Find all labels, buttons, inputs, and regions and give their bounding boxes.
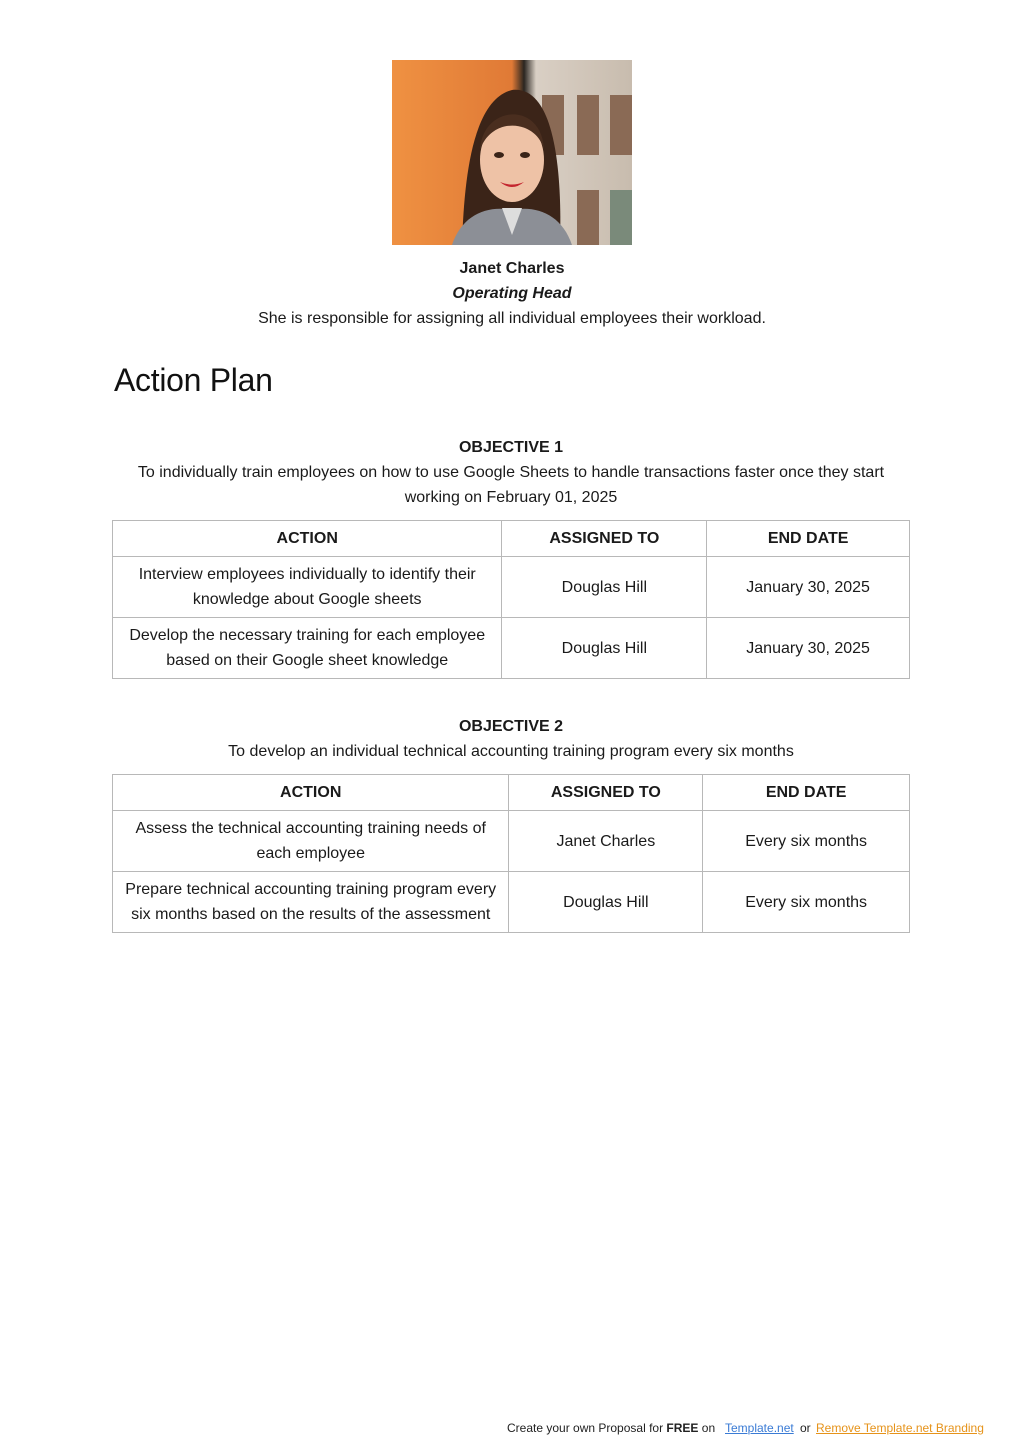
objective-1 [112, 435, 910, 510]
column-header: END DATE [707, 521, 910, 557]
end-date-cell: January 30, 2025 [707, 618, 910, 679]
column-header: ACTION [113, 775, 509, 811]
footer-prefix: Create your own Proposal for [507, 1421, 667, 1435]
profile-description: She is responsible for assigning all individual employees their workload. [258, 310, 766, 327]
end-date-cell: Every six months [703, 872, 910, 933]
table-header-row [113, 775, 910, 811]
assigned-to-cell: Douglas Hill [509, 872, 703, 933]
objective-text: To individually train employees on how to use Google Sheets to handle transactions faster once they start working on February 01, 2025 [137, 464, 885, 506]
action-table-1 [112, 520, 910, 679]
remove-branding-link[interactable]: Remove Template.net Branding [816, 1421, 984, 1435]
assigned-to-cell: Douglas Hill [502, 618, 707, 679]
profile-role: Operating Head [452, 285, 572, 302]
action-cell: Develop the necessary training for each employee based on their Google sheet knowledge [113, 618, 502, 679]
table-row [113, 557, 910, 618]
objective-title: OBJECTIVE 1 [458, 439, 564, 456]
column-header: END DATE [703, 775, 910, 811]
table-row [113, 618, 910, 679]
column-header: ASSIGNED TO [502, 521, 707, 557]
section-title: Action Plan [114, 362, 273, 398]
column-header: ACTION [113, 521, 502, 557]
table-header-row [113, 521, 910, 557]
column-header: ASSIGNED TO [509, 775, 703, 811]
profile-block [112, 256, 912, 331]
action-cell: Assess the technical accounting training needs of each employee [113, 811, 509, 872]
template-net-link[interactable]: Template.net [725, 1421, 794, 1435]
assigned-to-cell: Douglas Hill [502, 557, 707, 618]
objective-text: To develop an individual technical accounting training program every six months [228, 743, 794, 760]
end-date-cell: January 30, 2025 [707, 557, 910, 618]
footer-text [507, 1421, 715, 1435]
footer-branding [0, 1418, 1024, 1438]
action-cell: Interview employees individually to identify their knowledge about Google sheets [113, 557, 502, 618]
footer-on: on [698, 1421, 716, 1435]
action-cell: Prepare technical accounting training program every six months based on the results of the assessment [113, 872, 509, 933]
table-row [113, 811, 910, 872]
end-date-cell: Every six months [703, 811, 910, 872]
profile-name: Janet Charles [459, 260, 565, 277]
table-row [113, 872, 910, 933]
objective-2 [112, 714, 910, 764]
footer-or: or [800, 1421, 811, 1435]
action-table-2 [112, 774, 910, 933]
objective-title: OBJECTIVE 2 [458, 718, 564, 735]
profile-photo [392, 60, 632, 245]
assigned-to-cell: Janet Charles [509, 811, 703, 872]
footer-free: FREE [666, 1421, 699, 1435]
